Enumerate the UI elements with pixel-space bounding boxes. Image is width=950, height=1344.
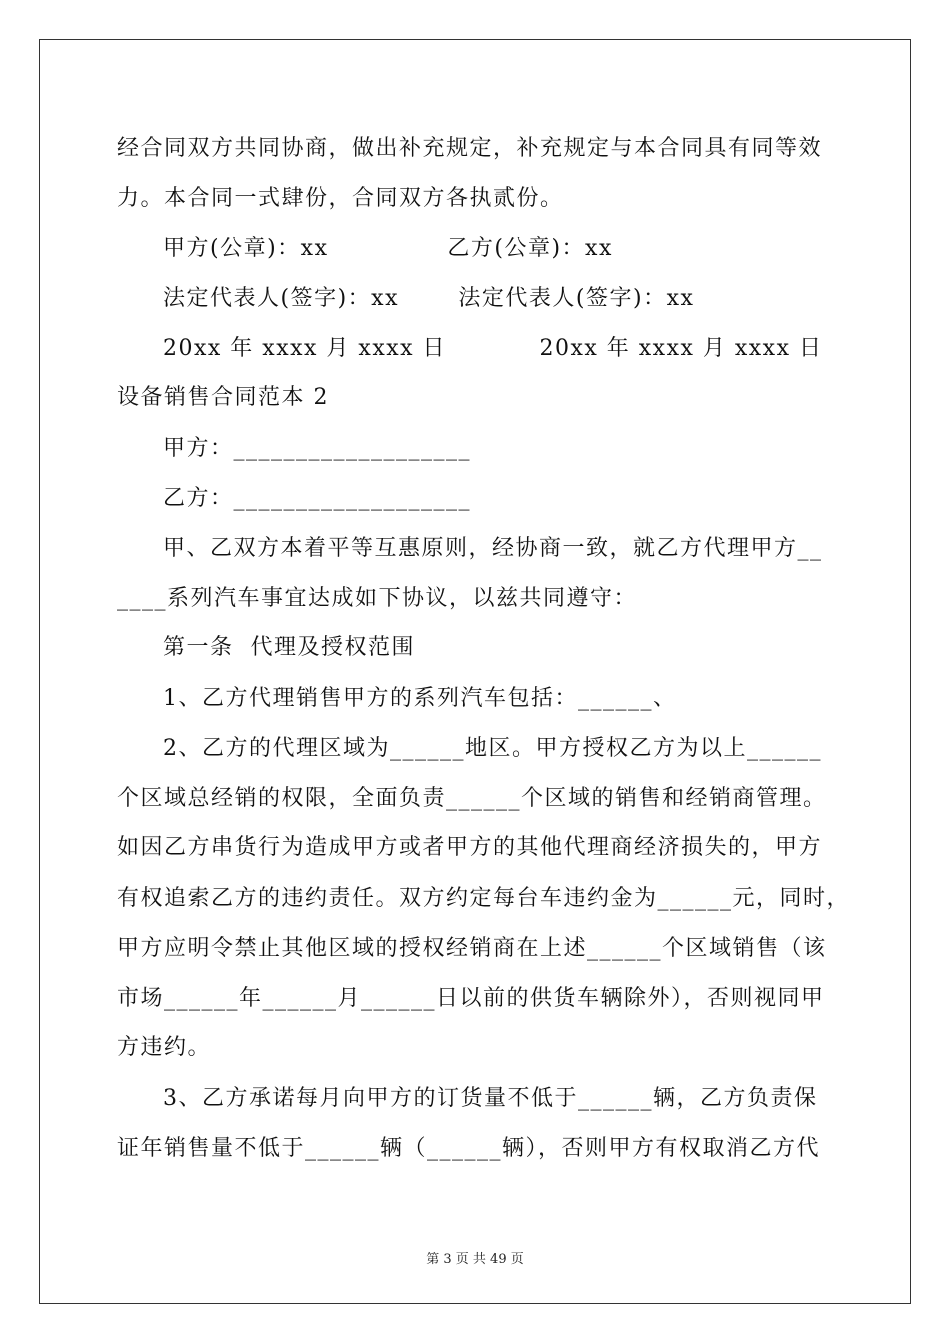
- paragraph-line: 经合同双方共同协商，做出补充规定，补充规定与本合同具有同等效: [117, 136, 823, 161]
- paragraph-line: 如因乙方串货行为造成甲方或者甲方的其他代理商经济损失的，甲方: [117, 835, 823, 860]
- date-line: 20xx 年 xxxx 月 xxxx 日 20xx 年 xxxx 月 xxxx 日: [163, 336, 823, 361]
- paragraph-line: 有权追索乙方的违约责任。双方约定每台车违约金为______元，同时，: [117, 886, 851, 911]
- paragraph-line: 力。本合同一式肆份，合同双方各执贰份。: [117, 186, 564, 211]
- paragraph-line: 方违约。: [117, 1035, 212, 1060]
- paragraph-line: 甲、乙双方本着平等互惠原则，经协商一致，就乙方代理甲方__: [163, 536, 823, 561]
- party-a-field: 甲方：___________________: [163, 436, 472, 461]
- paragraph-line: 1、乙方代理销售甲方的系列汽车包括：______、: [163, 686, 677, 711]
- paragraph-line: ____系列汽车事宜达成如下协议，以兹共同遵守：: [117, 586, 638, 611]
- paragraph-line: 2、乙方的代理区域为______地区。甲方授权乙方为以上______: [163, 736, 822, 761]
- party-a-seal-line: 甲方(公章)：xx 乙方(公章)：xx: [163, 236, 613, 261]
- paragraph-line: 3、乙方承诺每月向甲方的订货量不低于______辆，乙方负责保: [163, 1086, 818, 1111]
- paragraph-line: 证年销售量不低于______辆（______辆），否则甲方有权取消乙方代: [117, 1136, 821, 1161]
- paragraph-line: 市场______年______月______日以前的供货车辆除外），否则视同甲: [117, 986, 825, 1011]
- article-heading: 第一条 代理及授权范围: [163, 635, 415, 660]
- legal-rep-signature-line: 法定代表人(签字)：xx 法定代表人(签字)：xx: [163, 286, 695, 311]
- paragraph-line: 个区域总经销的权限，全面负责______个区域的销售和经销商管理。: [117, 786, 827, 811]
- page-border: [39, 39, 911, 1304]
- party-b-field: 乙方：___________________: [163, 486, 472, 511]
- page-footer: 第 3 页 共 49 页: [426, 1252, 524, 1267]
- section-heading: 设备销售合同范本 2: [117, 385, 329, 410]
- paragraph-line: 甲方应明令禁止其他区域的授权经销商在上述______个区域销售（该: [117, 936, 827, 961]
